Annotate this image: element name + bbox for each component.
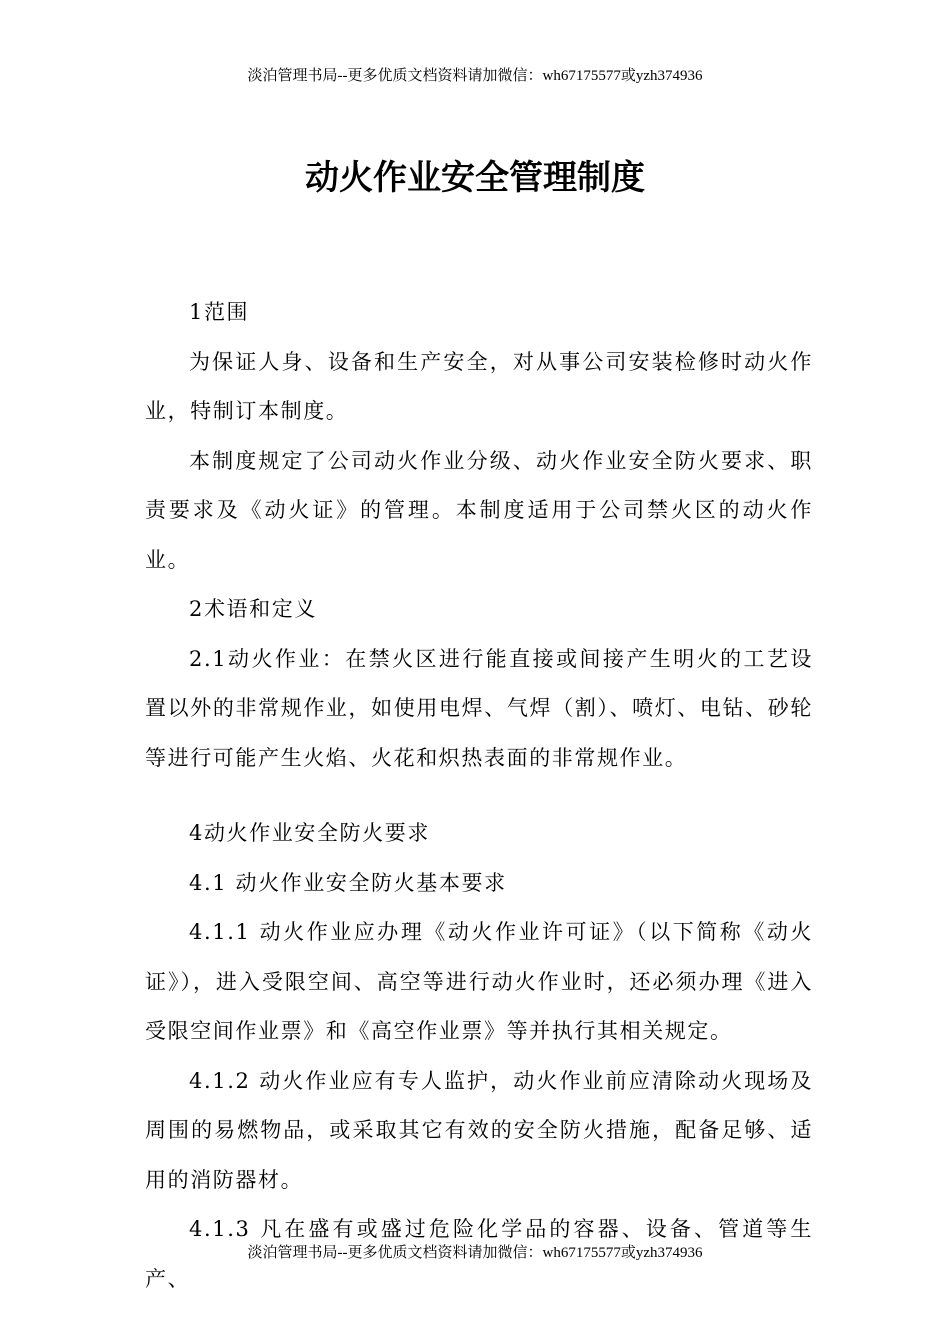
paragraph-4-1-2: 4.1.2 动火作业应有专人监护，动火作业前应清除动火现场及周围的易燃物品，或采取其它有效的安全防火措施，配备足够、适用的消防器材。 [145, 1068, 813, 1192]
section-heading-terms: 2术语和定义 [189, 597, 317, 621]
page-footer: 淡泊管理书局--更多优质文档资料请加微信：wh67175577或yzh374936 [247, 1245, 703, 1261]
paragraph-applicability: 本制度规定了公司动火作业分级、动火作业安全防火要求、职责要求及《动火证》的管理。本制度适用于公司禁火区的动火作业。 [145, 448, 813, 572]
paragraph-4-1-3: 4.1.3 凡在盛有或盛过危险化学品的容器、设备、管道等生产、 [145, 1217, 813, 1291]
paragraph-4-1-1: 4.1.1 动火作业应办理《动火作业许可证》（以下简称《动火证》），进入受限空间、高空等进行动火作业时，还必须办理《进入受限空间作业票》和《高空作业票》等并执行其相关规定。 [145, 920, 813, 1043]
section-heading-fire-safety: 4动火作业安全防火要求 [189, 821, 430, 845]
section-heading-scope: 1范围 [189, 300, 250, 324]
subsection-heading-4-1: 4.1 动火作业安全防火基本要求 [189, 870, 507, 895]
page-header: 淡泊管理书局--更多优质文档资料请加微信：wh67175577或yzh374936 [247, 68, 703, 84]
paragraph-purpose: 为保证人身、设备和生产安全，对从事公司安装检修时动火作业，特制订本制度。 [145, 349, 813, 423]
paragraph-definition-2-1: 2.1动火作业：在禁火区进行能直接或间接产生明火的工艺设置以外的非常规作业，如使用电焊、气焊（割）、喷灯、电钻、砂轮等进行可能产生火焰、火花和炽热表面的非常规作业。 [145, 646, 813, 770]
document-body [145, 288, 813, 1304]
document-title: 动火作业安全管理制度 [305, 158, 645, 198]
